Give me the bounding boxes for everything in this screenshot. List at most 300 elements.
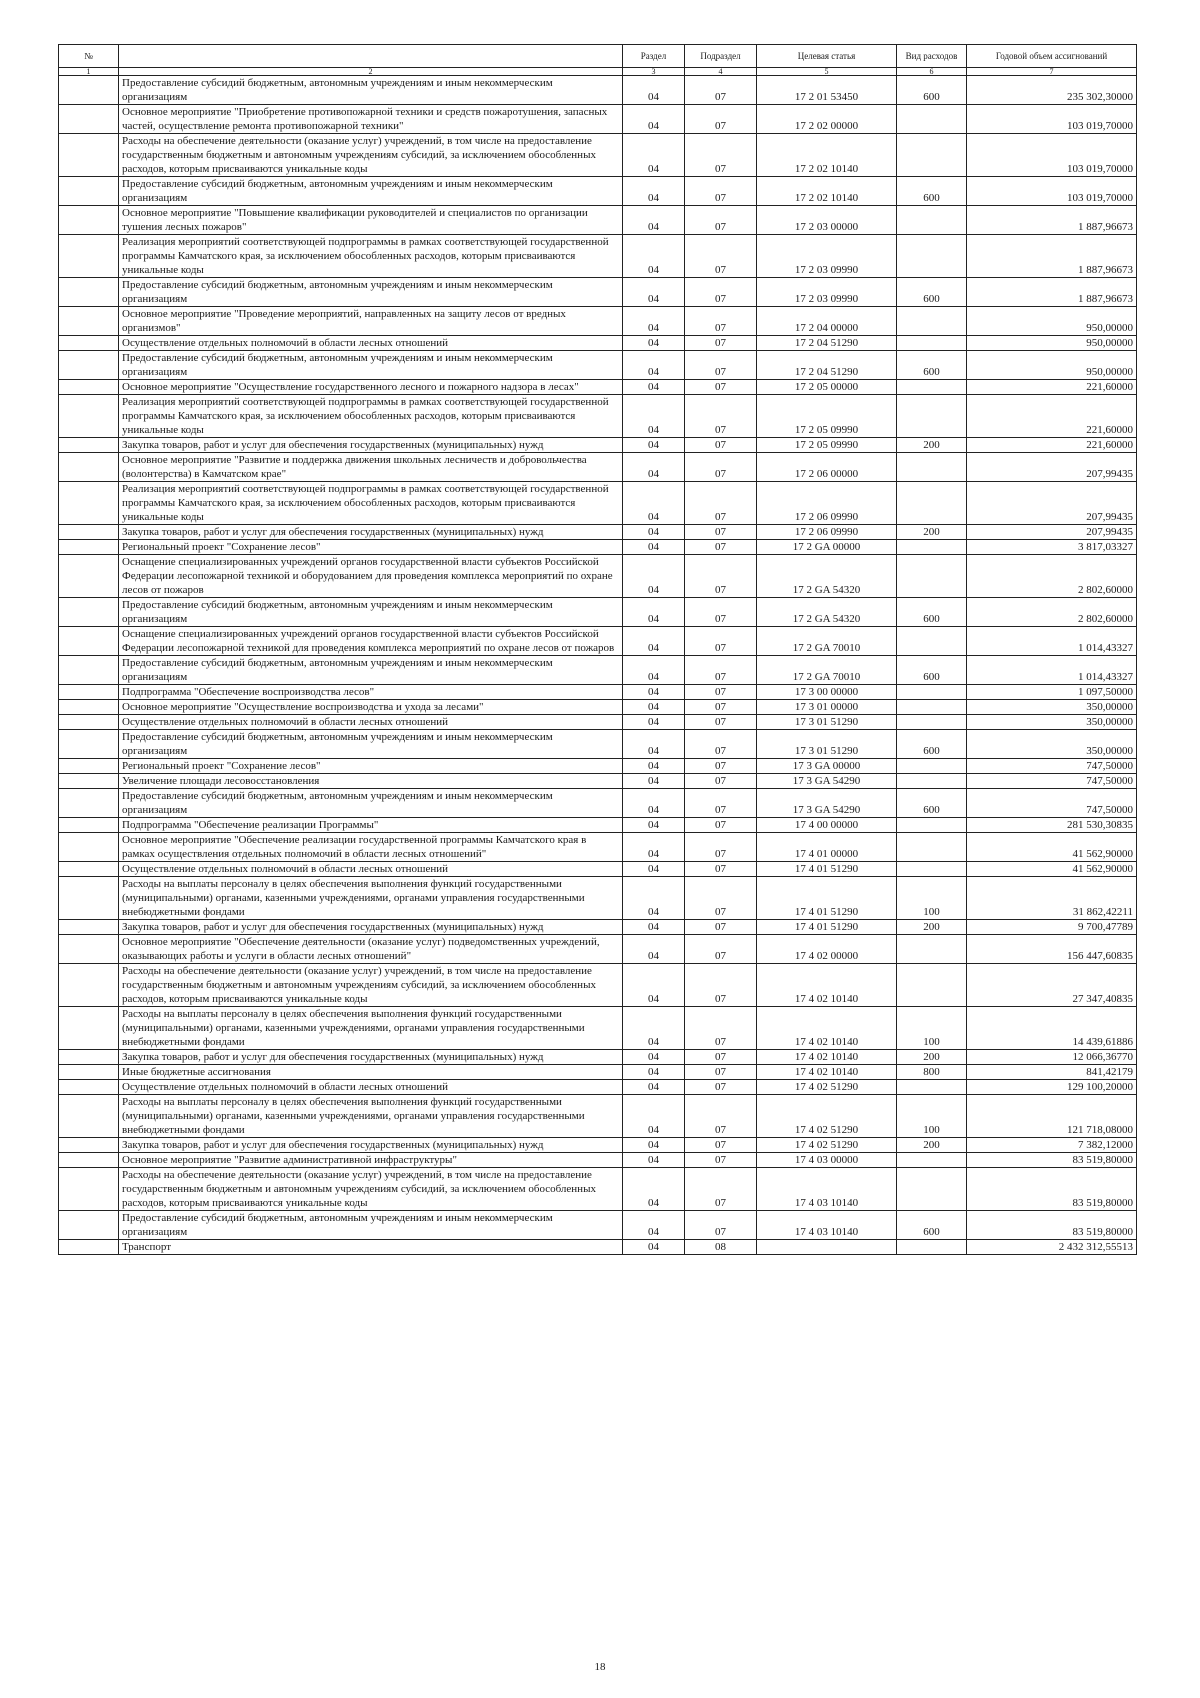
header-number: 1 <box>59 68 119 76</box>
row-celevaya-cell: 17 2 06 00000 <box>757 453 897 482</box>
row-summa-cell: 1 097,50000 <box>967 685 1137 700</box>
table-row <box>59 206 1137 235</box>
row-vid-cell: 600 <box>897 351 967 380</box>
row-vid-cell <box>897 307 967 336</box>
row-name-cell: Расходы на выплаты персоналу в целях обеспечения выполнения функций государственными (муниципальными) органами, казенными учреждениями, органами управления государственными внебюджетными фондами <box>119 877 623 920</box>
row-number-cell <box>59 715 119 730</box>
row-name-cell: Осуществление отдельных полномочий в области лесных отношений <box>119 336 623 351</box>
row-number-cell <box>59 395 119 438</box>
row-number-cell <box>59 380 119 395</box>
row-vid-cell: 600 <box>897 598 967 627</box>
row-podrazdel-cell: 07 <box>685 789 757 818</box>
row-number-cell <box>59 789 119 818</box>
header-numbers-row <box>59 68 1137 76</box>
row-podrazdel-cell: 07 <box>685 278 757 307</box>
row-summa-cell: 27 347,40835 <box>967 964 1137 1007</box>
row-name-cell: Основное мероприятие "Развитие и поддержка движения школьных лесничеств и добровольчества (волонтерства) в Камчатском крае" <box>119 453 623 482</box>
row-vid-cell <box>897 1240 967 1255</box>
row-razdel-cell: 04 <box>623 336 685 351</box>
table-row <box>59 525 1137 540</box>
row-name-cell: Предоставление субсидий бюджетным, автономным учреждениям и иным некоммерческим организациям <box>119 76 623 105</box>
row-summa-cell: 950,00000 <box>967 307 1137 336</box>
row-vid-cell: 600 <box>897 177 967 206</box>
row-number-cell <box>59 525 119 540</box>
row-celevaya-cell: 17 2 GA 70010 <box>757 656 897 685</box>
row-summa-cell: 221,60000 <box>967 380 1137 395</box>
row-razdel-cell: 04 <box>623 177 685 206</box>
table-row <box>59 920 1137 935</box>
row-number-cell <box>59 206 119 235</box>
row-podrazdel-cell: 07 <box>685 833 757 862</box>
row-razdel-cell: 04 <box>623 307 685 336</box>
table-row <box>59 1153 1137 1168</box>
row-razdel-cell: 04 <box>623 1211 685 1240</box>
row-name-cell: Реализация мероприятий соответствующей подпрограммы в рамках соответствующей государственной программы Камчатского края, за исключением обособленных расходов, которым присваиваются уникальные коды <box>119 395 623 438</box>
row-number-cell <box>59 656 119 685</box>
row-razdel-cell: 04 <box>623 1138 685 1153</box>
row-summa-cell: 83 519,80000 <box>967 1211 1137 1240</box>
row-number-cell <box>59 877 119 920</box>
row-podrazdel-cell: 07 <box>685 525 757 540</box>
row-vid-cell <box>897 336 967 351</box>
row-razdel-cell: 04 <box>623 482 685 525</box>
row-razdel-cell: 04 <box>623 206 685 235</box>
row-name-cell: Осуществление отдельных полномочий в области лесных отношений <box>119 715 623 730</box>
row-summa-cell: 9 700,47789 <box>967 920 1137 935</box>
row-summa-cell: 2 802,60000 <box>967 555 1137 598</box>
row-celevaya-cell: 17 3 01 00000 <box>757 700 897 715</box>
table-row <box>59 482 1137 525</box>
row-summa-cell: 950,00000 <box>967 351 1137 380</box>
header-number: 4 <box>685 68 757 76</box>
header-number: 6 <box>897 68 967 76</box>
page-number: 18 <box>594 1661 606 1673</box>
row-celevaya-cell: 17 4 03 10140 <box>757 1168 897 1211</box>
row-razdel-cell: 04 <box>623 540 685 555</box>
row-summa-cell: 1 014,43327 <box>967 656 1137 685</box>
row-name-cell: Предоставление субсидий бюджетным, автономным учреждениям и иным некоммерческим организациям <box>119 598 623 627</box>
row-vid-cell <box>897 715 967 730</box>
row-celevaya-cell: 17 2 05 09990 <box>757 438 897 453</box>
row-summa-cell: 221,60000 <box>967 438 1137 453</box>
table-row <box>59 1240 1137 1255</box>
row-name-cell: Основное мероприятие "Приобретение противопожарной техники и средств пожаротушения, запасных частей, осуществление ремонта противопожарной техники" <box>119 105 623 134</box>
row-name-cell: Региональный проект "Сохранение лесов" <box>119 540 623 555</box>
header-summa: Годовой объем ассигнований <box>967 45 1137 68</box>
row-celevaya-cell: 17 3 00 00000 <box>757 685 897 700</box>
table-row <box>59 134 1137 177</box>
row-celevaya-cell: 17 2 GA 70010 <box>757 627 897 656</box>
row-podrazdel-cell: 07 <box>685 1168 757 1211</box>
row-vid-cell <box>897 134 967 177</box>
row-celevaya-cell: 17 4 02 10140 <box>757 1007 897 1050</box>
table-row <box>59 818 1137 833</box>
row-vid-cell <box>897 935 967 964</box>
row-podrazdel-cell: 07 <box>685 700 757 715</box>
row-podrazdel-cell: 07 <box>685 1138 757 1153</box>
row-vid-cell <box>897 700 967 715</box>
table-row <box>59 76 1137 105</box>
row-number-cell <box>59 177 119 206</box>
row-celevaya-cell: 17 4 02 51290 <box>757 1095 897 1138</box>
row-name-cell: Расходы на обеспечение деятельности (оказание услуг) учреждений, в том числе на предоставление государственным бюджетным и автономным учреждениям субсидий, за исключением обособленных расходов, которым присваиваются уникальные коды <box>119 964 623 1007</box>
row-celevaya-cell: 17 4 01 00000 <box>757 833 897 862</box>
row-name-cell: Предоставление субсидий бюджетным, автономным учреждениям и иным некоммерческим организациям <box>119 177 623 206</box>
row-vid-cell: 200 <box>897 920 967 935</box>
row-number-cell <box>59 438 119 453</box>
row-vid-cell <box>897 627 967 656</box>
row-summa-cell: 235 302,30000 <box>967 76 1137 105</box>
row-summa-cell: 350,00000 <box>967 715 1137 730</box>
row-razdel-cell: 04 <box>623 730 685 759</box>
table-row <box>59 685 1137 700</box>
row-number-cell <box>59 1095 119 1138</box>
row-celevaya-cell: 17 4 02 51290 <box>757 1138 897 1153</box>
row-podrazdel-cell: 07 <box>685 935 757 964</box>
row-summa-cell: 1 887,96673 <box>967 278 1137 307</box>
row-name-cell: Закупка товаров, работ и услуг для обеспечения государственных (муниципальных) нужд <box>119 525 623 540</box>
row-razdel-cell: 04 <box>623 715 685 730</box>
table-row <box>59 700 1137 715</box>
table-row <box>59 877 1137 920</box>
row-vid-cell: 800 <box>897 1065 967 1080</box>
table-row <box>59 307 1137 336</box>
row-summa-cell: 41 562,90000 <box>967 833 1137 862</box>
row-name-cell: Закупка товаров, работ и услуг для обеспечения государственных (муниципальных) нужд <box>119 438 623 453</box>
row-celevaya-cell: 17 2 05 09990 <box>757 395 897 438</box>
row-razdel-cell: 04 <box>623 700 685 715</box>
table-row <box>59 555 1137 598</box>
row-name-cell: Основное мероприятие "Повышение квалификации руководителей и специалистов по организации тушения лесных пожаров" <box>119 206 623 235</box>
row-name-cell: Региональный проект "Сохранение лесов" <box>119 759 623 774</box>
row-podrazdel-cell: 07 <box>685 438 757 453</box>
row-podrazdel-cell: 07 <box>685 715 757 730</box>
table-row <box>59 453 1137 482</box>
row-vid-cell: 100 <box>897 877 967 920</box>
row-celevaya-cell: 17 2 03 09990 <box>757 235 897 278</box>
row-celevaya-cell: 17 2 05 00000 <box>757 380 897 395</box>
row-celevaya-cell: 17 2 GA 54320 <box>757 598 897 627</box>
row-celevaya-cell: 17 4 02 10140 <box>757 1065 897 1080</box>
row-number-cell <box>59 336 119 351</box>
row-number-cell <box>59 964 119 1007</box>
row-razdel-cell: 04 <box>623 105 685 134</box>
row-summa-cell: 83 519,80000 <box>967 1168 1137 1211</box>
row-podrazdel-cell: 07 <box>685 482 757 525</box>
row-summa-cell: 3 817,03327 <box>967 540 1137 555</box>
table-row <box>59 1138 1137 1153</box>
row-podrazdel-cell: 07 <box>685 920 757 935</box>
row-podrazdel-cell: 07 <box>685 307 757 336</box>
row-name-cell: Подпрограмма "Обеспечение воспроизводства лесов" <box>119 685 623 700</box>
row-number-cell <box>59 1153 119 1168</box>
row-number-cell <box>59 685 119 700</box>
row-vid-cell <box>897 555 967 598</box>
row-podrazdel-cell: 07 <box>685 555 757 598</box>
table-row <box>59 774 1137 789</box>
row-summa-cell: 2 802,60000 <box>967 598 1137 627</box>
row-razdel-cell: 04 <box>623 833 685 862</box>
row-razdel-cell: 04 <box>623 555 685 598</box>
row-number-cell <box>59 555 119 598</box>
row-name-cell: Предоставление субсидий бюджетным, автономным учреждениям и иным некоммерческим организациям <box>119 656 623 685</box>
row-celevaya-cell: 17 4 01 51290 <box>757 862 897 877</box>
table-row <box>59 105 1137 134</box>
header-vid: Вид расходов <box>897 45 967 68</box>
row-celevaya-cell: 17 4 03 00000 <box>757 1153 897 1168</box>
row-vid-cell <box>897 380 967 395</box>
row-vid-cell: 600 <box>897 76 967 105</box>
row-podrazdel-cell: 07 <box>685 1007 757 1050</box>
row-vid-cell: 100 <box>897 1095 967 1138</box>
row-number-cell <box>59 700 119 715</box>
row-vid-cell <box>897 1153 967 1168</box>
row-vid-cell: 600 <box>897 789 967 818</box>
row-name-cell: Предоставление субсидий бюджетным, автономным учреждениям и иным некоммерческим организациям <box>119 278 623 307</box>
row-celevaya-cell: 17 2 GA 54320 <box>757 555 897 598</box>
row-number-cell <box>59 1168 119 1211</box>
row-podrazdel-cell: 07 <box>685 134 757 177</box>
row-vid-cell <box>897 833 967 862</box>
row-name-cell: Основное мероприятие "Обеспечение реализации государственной программы Камчатского края в рамках осуществления отдельных полномочий в области лесных отношений" <box>119 833 623 862</box>
row-name-cell: Расходы на выплаты персоналу в целях обеспечения выполнения функций государственными (муниципальными) органами, казенными учреждениями, органами управления государственными внебюджетными фондами <box>119 1095 623 1138</box>
row-celevaya-cell: 17 2 02 00000 <box>757 105 897 134</box>
row-summa-cell: 747,50000 <box>967 789 1137 818</box>
row-razdel-cell: 04 <box>623 759 685 774</box>
row-podrazdel-cell: 07 <box>685 351 757 380</box>
row-celevaya-cell: 17 2 02 10140 <box>757 134 897 177</box>
row-name-cell: Закупка товаров, работ и услуг для обеспечения государственных (муниципальных) нужд <box>119 1050 623 1065</box>
row-summa-cell: 221,60000 <box>967 395 1137 438</box>
row-name-cell: Транспорт <box>119 1240 623 1255</box>
row-summa-cell: 747,50000 <box>967 774 1137 789</box>
row-summa-cell: 41 562,90000 <box>967 862 1137 877</box>
row-name-cell: Осуществление отдельных полномочий в области лесных отношений <box>119 862 623 877</box>
row-name-cell: Иные бюджетные ассигнования <box>119 1065 623 1080</box>
row-celevaya-cell: 17 2 06 09990 <box>757 525 897 540</box>
row-name-cell: Предоставление субсидий бюджетным, автономным учреждениям и иным некоммерческим организациям <box>119 351 623 380</box>
row-number-cell <box>59 1080 119 1095</box>
row-celevaya-cell: 17 2 01 53450 <box>757 76 897 105</box>
table-row <box>59 395 1137 438</box>
table-row <box>59 540 1137 555</box>
row-name-cell: Основное мероприятие "Осуществление воспроизводства и ухода за лесами" <box>119 700 623 715</box>
row-summa-cell: 281 530,30835 <box>967 818 1137 833</box>
row-vid-cell <box>897 818 967 833</box>
row-number-cell <box>59 862 119 877</box>
table-row <box>59 730 1137 759</box>
table-row <box>59 438 1137 453</box>
row-podrazdel-cell: 07 <box>685 395 757 438</box>
row-celevaya-cell <box>757 1240 897 1255</box>
row-celevaya-cell: 17 4 02 51290 <box>757 1080 897 1095</box>
table-row <box>59 715 1137 730</box>
row-vid-cell <box>897 235 967 278</box>
row-name-cell: Предоставление субсидий бюджетным, автономным учреждениям и иным некоммерческим организациям <box>119 789 623 818</box>
table-row <box>59 1065 1137 1080</box>
row-number-cell <box>59 307 119 336</box>
row-summa-cell: 207,99435 <box>967 453 1137 482</box>
table-row <box>59 862 1137 877</box>
row-celevaya-cell: 17 2 04 51290 <box>757 351 897 380</box>
row-razdel-cell: 04 <box>623 235 685 278</box>
row-razdel-cell: 04 <box>623 935 685 964</box>
row-razdel-cell: 04 <box>623 627 685 656</box>
row-razdel-cell: 04 <box>623 76 685 105</box>
row-vid-cell: 200 <box>897 525 967 540</box>
table-row <box>59 1080 1137 1095</box>
row-podrazdel-cell: 07 <box>685 235 757 278</box>
row-podrazdel-cell: 07 <box>685 1095 757 1138</box>
row-number-cell <box>59 105 119 134</box>
row-vid-cell: 600 <box>897 278 967 307</box>
row-razdel-cell: 04 <box>623 1095 685 1138</box>
row-vid-cell: 600 <box>897 730 967 759</box>
row-vid-cell <box>897 1168 967 1211</box>
row-celevaya-cell: 17 4 02 10140 <box>757 1050 897 1065</box>
row-vid-cell <box>897 105 967 134</box>
row-vid-cell: 600 <box>897 656 967 685</box>
row-celevaya-cell: 17 2 02 10140 <box>757 177 897 206</box>
row-summa-cell: 129 100,20000 <box>967 1080 1137 1095</box>
row-podrazdel-cell: 07 <box>685 1153 757 1168</box>
row-summa-cell: 31 862,42211 <box>967 877 1137 920</box>
row-number-cell <box>59 76 119 105</box>
row-number-cell <box>59 1138 119 1153</box>
row-summa-cell: 103 019,70000 <box>967 177 1137 206</box>
row-razdel-cell: 04 <box>623 1240 685 1255</box>
row-number-cell <box>59 278 119 307</box>
row-name-cell: Оснащение специализированных учреждений органов государственной власти субъектов Российской Федерации лесопожарной техникой и оборудованием для проведения комплекса мероприятий по охране лесов от пожаров <box>119 555 623 598</box>
row-number-cell <box>59 351 119 380</box>
header-podrazdel: Подраздел <box>685 45 757 68</box>
row-razdel-cell: 04 <box>623 1050 685 1065</box>
row-name-cell: Расходы на обеспечение деятельности (оказание услуг) учреждений, в том числе на предоставление государственным бюджетным и автономным учреждениям субсидий, за исключением обособленных расходов, которым присваиваются уникальные коды <box>119 1168 623 1211</box>
header-number: 7 <box>967 68 1137 76</box>
row-summa-cell: 7 382,12000 <box>967 1138 1137 1153</box>
row-celevaya-cell: 17 4 02 10140 <box>757 964 897 1007</box>
row-number-cell <box>59 134 119 177</box>
row-number-cell <box>59 920 119 935</box>
row-podrazdel-cell: 08 <box>685 1240 757 1255</box>
header-number: 2 <box>119 68 623 76</box>
row-razdel-cell: 04 <box>623 862 685 877</box>
row-razdel-cell: 04 <box>623 1007 685 1050</box>
row-vid-cell <box>897 774 967 789</box>
row-razdel-cell: 04 <box>623 380 685 395</box>
row-razdel-cell: 04 <box>623 395 685 438</box>
table-row <box>59 759 1137 774</box>
row-vid-cell <box>897 1080 967 1095</box>
row-podrazdel-cell: 07 <box>685 380 757 395</box>
row-podrazdel-cell: 07 <box>685 1050 757 1065</box>
row-number-cell <box>59 833 119 862</box>
row-summa-cell: 83 519,80000 <box>967 1153 1137 1168</box>
row-razdel-cell: 04 <box>623 1065 685 1080</box>
row-razdel-cell: 04 <box>623 351 685 380</box>
row-number-cell <box>59 482 119 525</box>
table-row <box>59 177 1137 206</box>
table-row <box>59 1095 1137 1138</box>
row-summa-cell: 1 887,96673 <box>967 206 1137 235</box>
row-summa-cell: 2 432 312,55513 <box>967 1240 1137 1255</box>
row-vid-cell: 600 <box>897 1211 967 1240</box>
row-summa-cell: 121 718,08000 <box>967 1095 1137 1138</box>
row-celevaya-cell: 17 4 00 00000 <box>757 818 897 833</box>
table-row <box>59 1050 1137 1065</box>
table-row <box>59 1211 1137 1240</box>
row-razdel-cell: 04 <box>623 134 685 177</box>
row-podrazdel-cell: 07 <box>685 627 757 656</box>
row-vid-cell: 200 <box>897 438 967 453</box>
row-summa-cell: 103 019,70000 <box>967 134 1137 177</box>
row-podrazdel-cell: 07 <box>685 76 757 105</box>
row-name-cell: Основное мероприятие "Осуществление государственного лесного и пожарного надзора в лесах" <box>119 380 623 395</box>
row-podrazdel-cell: 07 <box>685 877 757 920</box>
row-razdel-cell: 04 <box>623 964 685 1007</box>
row-name-cell: Предоставление субсидий бюджетным, автономным учреждениям и иным некоммерческим организациям <box>119 730 623 759</box>
row-podrazdel-cell: 07 <box>685 759 757 774</box>
row-podrazdel-cell: 07 <box>685 1211 757 1240</box>
row-name-cell: Оснащение специализированных учреждений органов государственной власти субъектов Российской Федерации лесопожарной техникой для проведения комплекса мероприятий по охране лесов от пожаров <box>119 627 623 656</box>
row-number-cell <box>59 540 119 555</box>
row-name-cell: Закупка товаров, работ и услуг для обеспечения государственных (муниципальных) нужд <box>119 920 623 935</box>
table-row <box>59 1168 1137 1211</box>
row-podrazdel-cell: 07 <box>685 964 757 1007</box>
row-podrazdel-cell: 07 <box>685 730 757 759</box>
table-row <box>59 627 1137 656</box>
header-celevaya: Целевая статья <box>757 45 897 68</box>
header-number: 5 <box>757 68 897 76</box>
row-summa-cell: 350,00000 <box>967 730 1137 759</box>
row-celevaya-cell: 17 2 04 00000 <box>757 307 897 336</box>
row-name-cell: Увеличение площади лесовосстановления <box>119 774 623 789</box>
table-body <box>59 76 1137 1255</box>
row-podrazdel-cell: 07 <box>685 540 757 555</box>
row-number-cell <box>59 627 119 656</box>
header-no: № <box>59 45 119 68</box>
header-razdel: Раздел <box>623 45 685 68</box>
row-razdel-cell: 04 <box>623 1153 685 1168</box>
row-celevaya-cell: 17 4 01 51290 <box>757 877 897 920</box>
row-number-cell <box>59 1240 119 1255</box>
row-summa-cell: 14 439,61886 <box>967 1007 1137 1050</box>
row-vid-cell <box>897 862 967 877</box>
row-summa-cell: 1 887,96673 <box>967 235 1137 278</box>
row-name-cell: Реализация мероприятий соответствующей подпрограммы в рамках соответствующей государственной программы Камчатского края, за исключением обособленных расходов, которым присваиваются уникальные коды <box>119 235 623 278</box>
row-name-cell: Осуществление отдельных полномочий в области лесных отношений <box>119 1080 623 1095</box>
row-number-cell <box>59 1007 119 1050</box>
row-number-cell <box>59 598 119 627</box>
budget-table <box>58 44 1137 1255</box>
row-vid-cell <box>897 685 967 700</box>
row-celevaya-cell: 17 2 GA 00000 <box>757 540 897 555</box>
row-summa-cell: 350,00000 <box>967 700 1137 715</box>
row-celevaya-cell: 17 2 04 51290 <box>757 336 897 351</box>
row-podrazdel-cell: 07 <box>685 774 757 789</box>
row-vid-cell: 200 <box>897 1050 967 1065</box>
row-razdel-cell: 04 <box>623 774 685 789</box>
row-vid-cell: 200 <box>897 1138 967 1153</box>
row-name-cell: Основное мероприятие "Проведение мероприятий, направленных на защиту лесов от вредных организмов" <box>119 307 623 336</box>
row-name-cell: Расходы на обеспечение деятельности (оказание услуг) учреждений, в том числе на предоставление государственным бюджетным и автономным учреждениям субсидий, за исключением обособленных расходов, которым присваиваются уникальные коды <box>119 134 623 177</box>
table-row <box>59 1007 1137 1050</box>
row-celevaya-cell: 17 2 03 09990 <box>757 278 897 307</box>
row-celevaya-cell: 17 3 GA 54290 <box>757 789 897 818</box>
row-celevaya-cell: 17 2 03 00000 <box>757 206 897 235</box>
row-podrazdel-cell: 07 <box>685 206 757 235</box>
row-razdel-cell: 04 <box>623 789 685 818</box>
